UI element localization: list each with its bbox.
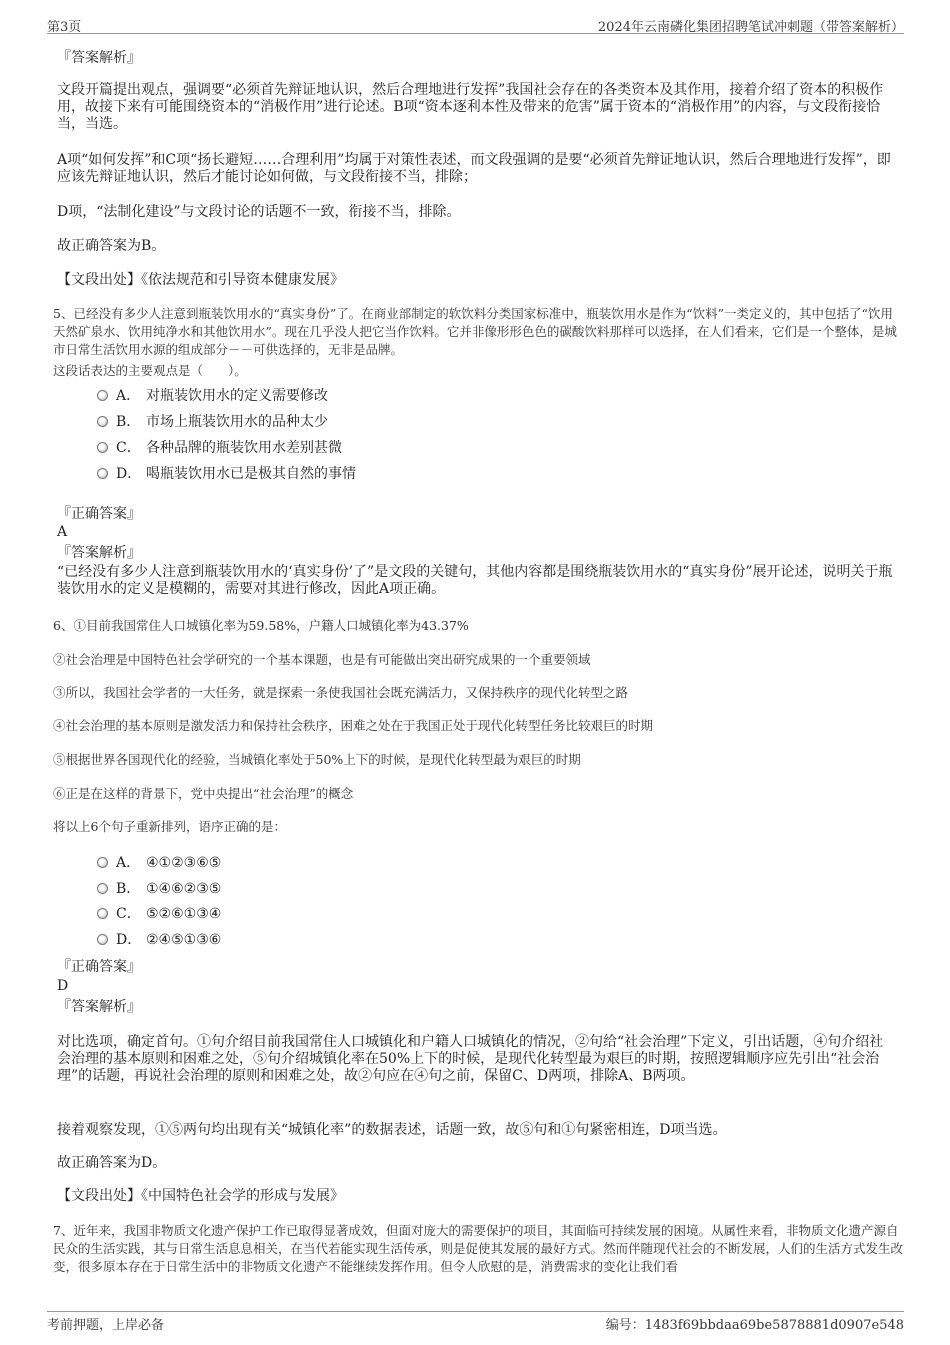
analysis-paragraph: 接着观察发现，①⑤两句均出现有关“城镇化率”的数据表述，话题一致，故⑤句和①句紧密相连，D项当选。 [57,1122,727,1138]
document-code: 编号：1483f69bbdaa69be5878881d0907e548 [605,1318,904,1333]
footer-divider [47,1311,904,1312]
analysis-conclusion: 故正确答案为B。 [57,238,166,254]
analysis-label: 『答案解析』 [57,50,141,66]
analysis-paragraph: “已经没有多少人注意到瓶装饮用水的‘真实身份’了”是文段的关键句，其他内容都是围绕瓶装饮用水的“真实身份”展开论述，说明关于瓶装饮用水的定义是模糊的，需要对其进行修改，因此A项正确。 [57,564,893,597]
analysis-paragraph: A项“如何发挥”和C项“扬长避短……合理利用”均属于对策性表述，而文段强调的是要“必须首先辩证地认识，然后合理地进行发挥”，即应该先辩证地认识，然后才能讨论如何做，与文段衔接不当，排除； [57,152,891,185]
question-stem: 5、已经没有多少人注意到瓶装饮用水的“真实身份”了。在商业部制定的软饮料分类国家标准中，瓶装饮用水是作为“饮料”一类定义的，其中包括了“饮用天然矿泉水、饮用纯净水和其他饮用水”。现在几乎没人把它当作饮料。它并非像形形色色的碳酸饮料那样可以选择，在人们看来，它们是一个整体，是城市日常生活饮用水源的组成部分－－可供选择的，无非是品牌。 [53,306,897,357]
analysis-paragraph: 文段开篇提出观点，强调要“必须首先辩证地认识，然后合理地进行发挥”我国社会存在的各类资本及其作用，接着介绍了资本的积极作用，故接下来有可能围绕资本的“消极作用”进行论述。B项“资本逐利本性及带来的危害”属于资本的“消极作用”的内容，与文段衔接恰当，当选。 [57,82,884,132]
question-stem: 7、近年来，我国非物质文化遗产保护工作已取得显著成效，但面对庞大的需要保护的项目，其面临可持续发展的困境。从属性来看，非物质文化遗产源自民众的生活实践，其与日常生活息息相关，在当代若能实现生活传承，则是促使其发展的最好方式。然而伴随现代社会的不断发展，人们的生活方式发生改变，很多原本存在于日常生活中的非物质文化遗产不能继续发挥作用。但令人欣慰的是，消费需求的变化让我们看 [53,1223,904,1274]
source-citation: 【文段出处】《依法规范和引导资本健康发展》 [57,272,344,288]
sentence-1: 6、①目前我国常住人口城镇化率为59.58%，户籍人口城镇化率为43.37% [53,618,469,633]
sentence-5: ⑤根据世界各国现代化的经验，当城镇化率处于50%上下的时候，是现代化转型最为艰巨的时期 [53,752,581,767]
page-header [47,12,904,34]
radio-icon[interactable] [97,390,108,401]
analysis-label: 『答案解析』 [57,999,141,1015]
option-a[interactable]: A． 对瓶装饮用水的定义需要修改 [97,386,328,406]
option-b[interactable]: B． ①④⑥②③⑤ [97,879,221,899]
option-c[interactable]: C． 各种品牌的瓶装饮用水差别甚微 [97,438,342,458]
radio-icon[interactable] [97,883,108,894]
sentence-4: ④社会治理的基本原则是激发活力和保持社会秩序，困难之处在于我国正处于现代化转型任务比较艰巨的时期 [53,718,654,733]
radio-icon[interactable] [97,468,108,479]
option-b[interactable]: B． 市场上瓶装饮用水的品种太少 [97,412,328,432]
sentence-3: ③所以，我国社会学者的一大任务，就是探索一条使我国社会既充满活力，又保持秩序的现代化转型之路 [53,685,629,700]
sentence-6: ⑥正是在这样的背景下，党中央提出“社会治理”的概念 [53,786,354,801]
sentence-2: ②社会治理是中国特色社会学研究的一个基本课题，也是有可能做出突出研究成果的一个重要领域 [53,652,591,667]
answer-label: 『正确答案』 [57,959,141,975]
header-divider [47,33,904,34]
analysis-label: 『答案解析』 [57,545,141,561]
option-c[interactable]: C． ⑤②⑥①③④ [97,904,221,924]
page-number: 第3页 [47,20,82,35]
radio-icon[interactable] [97,934,108,945]
answer-value: D [57,978,69,994]
analysis-paragraph: D项，“法制化建设”与文段讨论的话题不一致，衔接不当，排除。 [57,204,461,220]
answer-value: A [57,524,68,540]
option-a[interactable]: A． ④①②③⑥⑤ [97,853,221,873]
source-citation: 【文段出处】《中国特色社会学的形成与发展》 [57,1188,344,1204]
radio-icon[interactable] [97,442,108,453]
radio-icon[interactable] [97,908,108,919]
option-d[interactable]: D． 喝瓶装饮用水已是极其自然的事情 [97,464,356,484]
analysis-paragraph: 对比选项，确定首句。①句介绍目前我国常住人口城镇化和户籍人口城镇化的情况，②句给“社会治理”下定义，引出话题，④句介绍社会治理的基本原则和困难之处，⑤句介绍城镇化率在50%上下的时候，是现代化转型最为艰巨的时期，按照逻辑顺序应先引出“社会治理”的话题，再说社会治理的原则和困难之处，故②句应在④句之前，保留C、D两项，排除A、B两项。 [57,1034,884,1084]
question-prompt: 将以上6个句子重新排列，语序正确的是： [53,819,286,834]
analysis-conclusion: 故正确答案为D。 [57,1155,167,1171]
document-title: 2024年云南磷化集团招聘笔试冲刺题（带答案解析） [597,20,904,35]
radio-icon[interactable] [97,857,108,868]
footer-slogan: 考前押题，上岸必备 [47,1318,165,1333]
question-prompt: 这段话表达的主要观点是（ ）。 [53,363,247,378]
option-d[interactable]: D． ②④⑤①③⑥ [97,930,221,950]
radio-icon[interactable] [97,416,108,427]
answer-label: 『正确答案』 [57,506,141,522]
